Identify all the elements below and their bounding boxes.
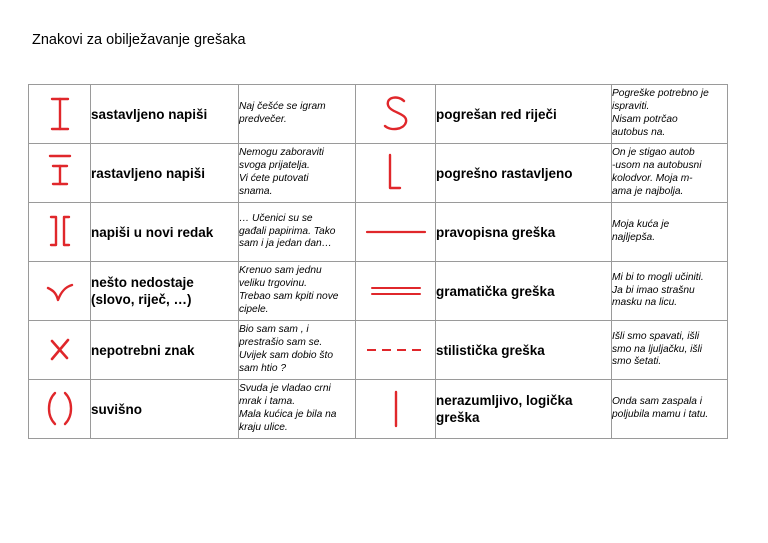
symbol-cell	[29, 144, 91, 203]
symbol-cell	[356, 144, 436, 203]
symbol-cell	[356, 380, 436, 439]
parentheses-icon	[40, 386, 80, 432]
example-line: Nemogu zaboraviti	[239, 147, 324, 159]
error-marks-table	[28, 84, 728, 439]
insert-caret-icon	[40, 268, 80, 314]
symbol-cell	[29, 203, 91, 262]
mark-name: rastavljeno napiši	[91, 144, 239, 203]
example-text	[612, 321, 728, 380]
symbol-cell	[29, 321, 91, 380]
example-line: veliku trgovinu.	[239, 278, 307, 290]
example-line: prestrašio sam se.	[239, 337, 323, 349]
s-curve-icon	[376, 91, 416, 137]
mark-name: pogrešan red riječi	[436, 85, 612, 144]
example-text	[612, 380, 728, 439]
example-text	[612, 203, 728, 262]
example-line: cipele.	[239, 303, 269, 315]
example-line: sam i ja jedan dan…	[239, 238, 332, 250]
example-line: Mi bi to mogli učiniti.	[612, 271, 704, 283]
symbol-cell	[29, 380, 91, 439]
example-line: masku na licu.	[612, 297, 678, 309]
example-text	[239, 262, 356, 321]
example-line: gađali papirima. Tako	[239, 225, 336, 237]
example-line: Vi ćete putovati	[239, 173, 309, 184]
table-row	[29, 380, 728, 439]
example-line: Moja kuća je	[612, 219, 670, 231]
example-text	[612, 144, 728, 203]
table-row	[29, 203, 728, 262]
mark-name: nešto nedostaje (slovo, riječ, …)	[91, 262, 239, 321]
example-line: mrak i tama.	[239, 396, 296, 408]
mark-name: pravopisna greška	[436, 203, 612, 262]
symbol-cell	[29, 85, 91, 144]
example-line: smo na ljuljačku, išli	[612, 343, 703, 355]
mark-name: pogrešno rastavljeno	[436, 144, 612, 203]
example-line: Išli smo spavati, išli	[612, 330, 700, 342]
example-line: Nisam potrčao	[612, 114, 678, 125]
example-text	[239, 144, 356, 203]
example-text	[612, 85, 728, 144]
example-line: Pogreške potrebno je	[612, 88, 709, 100]
table-row	[29, 262, 728, 321]
example-text	[239, 203, 356, 262]
mark-name: nerazumljivo, logička greška	[436, 380, 612, 439]
symbol-cell	[356, 85, 436, 144]
symbol-cell	[356, 262, 436, 321]
mark-name: nepotrebni znak	[91, 321, 239, 380]
example-line: kraju ulice.	[239, 421, 288, 433]
example-line: sam htio ?	[239, 362, 286, 374]
example-line: Onda sam zaspala i	[612, 396, 703, 408]
dashed-underline-icon	[364, 340, 428, 360]
double-underline-icon	[368, 281, 424, 301]
symbol-cell	[356, 203, 436, 262]
example-line: predvečer.	[239, 114, 287, 125]
example-line: ama je najbolja.	[612, 185, 684, 197]
example-line: poljubila mamu i tatu.	[612, 409, 709, 420]
example-line: Uvijek sam dobio što	[239, 350, 333, 361]
vertical-bar-icon	[376, 386, 416, 432]
example-text	[612, 262, 728, 321]
mark-name: sastavljeno napiši	[91, 85, 239, 144]
mark-name: gramatička greška	[436, 262, 612, 321]
example-text	[239, 321, 356, 380]
split-mark-icon	[40, 150, 80, 196]
example-line: Krenuo sam jednu	[239, 265, 322, 277]
join-mark-icon	[40, 91, 80, 137]
example-text	[239, 85, 356, 144]
example-line: najljepša.	[612, 232, 656, 243]
example-line: autobus na.	[612, 126, 666, 138]
symbol-cell	[356, 321, 436, 380]
example-line: On je stigao autob	[612, 147, 695, 159]
cross-mark-icon	[40, 327, 80, 373]
symbol-cell	[29, 262, 91, 321]
table-row	[29, 85, 728, 144]
l-bracket-icon	[376, 150, 416, 196]
example-line: kolodvor. Moja m-	[612, 173, 693, 184]
example-line: smo šetati.	[612, 356, 662, 368]
example-line: Bio sam sam , i	[239, 324, 309, 336]
example-line: Trebao sam kpiti nove	[239, 291, 339, 302]
example-line: svoga prijatelja.	[239, 160, 310, 172]
page-title: Znakovi za obilježavanje grešaka	[32, 32, 246, 48]
mark-name: suvišno	[91, 380, 239, 439]
example-text	[239, 380, 356, 439]
example-line: Svuda je vladao crni	[239, 383, 331, 395]
example-line: snama.	[239, 185, 273, 197]
example-line: Mala kućica je bila na	[239, 409, 337, 420]
mark-name: napiši u novi redak	[91, 203, 239, 262]
example-line: -usom na autobusni	[612, 160, 702, 172]
example-line: Ja bi imao strašnu	[612, 284, 695, 296]
mark-name: stilistička greška	[436, 321, 612, 380]
example-line: Naj češće se igram	[239, 101, 326, 113]
table-row	[29, 144, 728, 203]
example-line: … Učenici su se	[239, 212, 313, 224]
example-line: ispraviti.	[612, 101, 650, 113]
single-underline-icon	[364, 222, 428, 242]
table-row	[29, 321, 728, 380]
new-line-mark-icon	[40, 209, 80, 255]
